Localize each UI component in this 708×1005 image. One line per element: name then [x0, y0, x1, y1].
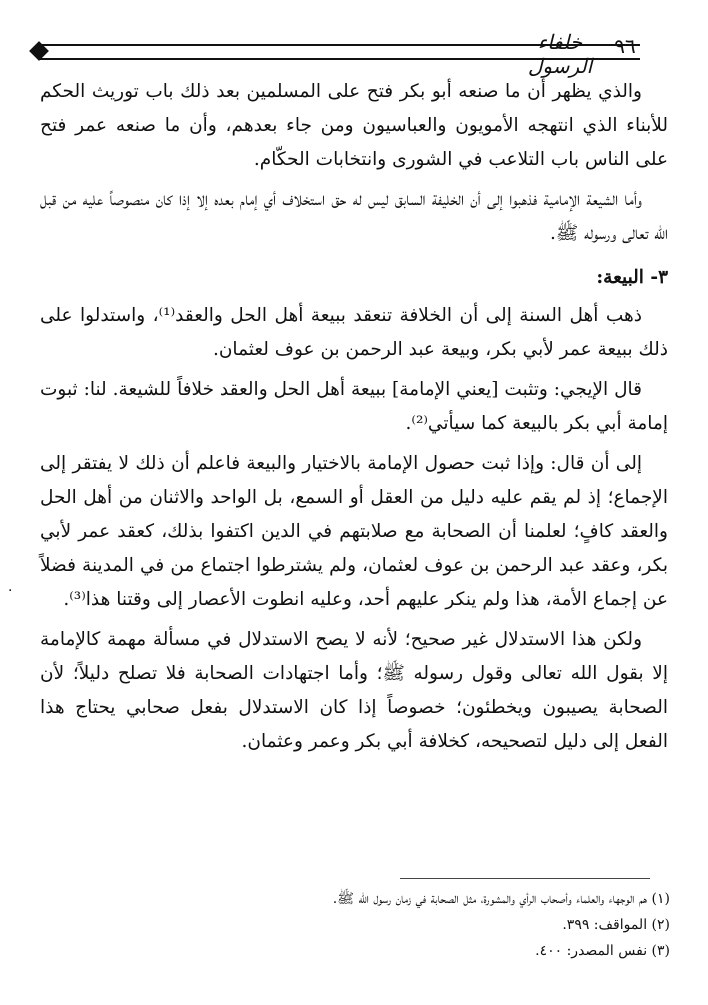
footnote-rule	[400, 878, 650, 879]
page-header	[0, 0, 708, 80]
paragraph-3: ذهب أهل السنة إلى أن الخلافة تنعقد ببيعة أهل الحل والعقد⁽¹⁾، واستدلوا على ذلك ببيعة عمر لأبي بكر، وبيعة عبد الرحمن بن عوف لعثمان.	[40, 305, 668, 360]
paragraph-5: إلى أن قال: وإذا ثبت حصول الإمامة بالاختيار والبيعة فاعلم أن ذلك لا يفتقر إلى الإجماع؛ إذ لم يقم عليه دليل من العقل أو السمع، بل الواحد والاثنان من أهل الحل والعقد كافٍ؛ لعلمنا أن الصحابة مع صلابتهم في الدين اكتفوا بذلك، كعقد عمر لأبي بكر، وعقد عبد الرحمن بن عوف لعثمان، ولم يشترطوا اجتماع من في المدينة فضلاً عن إجماع الأمة، هذا ولم ينكر عليهم أحد، وعليه انطوت الأعصار إلى وقتنا هذا⁽³⁾.	[40, 453, 668, 610]
paragraph-6: ولكن هذا الاستدلال غير صحيح؛ لأنه لا يصح الاستدلال في مسألة مهمة كالإمامة إلا بقول الله تعالى وقول رسوله ﷺ؛ وأما اجتهادات الصحابة فلا تصلح دليلاً؛ لأن الصحابة يصيبون ويخطئون؛ خصوصاً إذا كان الاستدلال بفعل صحابي يحتاج هذا الفعل إلى دليل لتصحيحه، كخلافة أبي بكر وعمر وعثمان.	[40, 629, 668, 752]
footnote-2: (٢) المواقف: ٣٩٩.	[562, 917, 670, 933]
section-heading: ٣- البيعة:	[596, 267, 668, 288]
margin-dot: ·	[8, 583, 13, 599]
page-number: ٩٦	[614, 34, 636, 58]
running-title: خلفاء الرسول	[527, 30, 593, 78]
paragraph-2: وأما الشيعة الإمامية فذهبوا إلى أن الخليفة السابق ليس له حق استخلاف أي إمام بعده إلا إذا كان منصوصاً عليه من قبل الله تعالى ورسوله ﷺ.	[40, 189, 668, 244]
footnotes	[40, 886, 670, 964]
footnote-1: (١) هم الوجهاء والعلماء وأصحاب الرأي والمشورة، مثل الصحابة في زمان رسول الله ﷺ.	[332, 891, 670, 907]
paragraph-4: قال الإيجي: وتثبت [يعني الإمامة] ببيعة أهل الحل والعقد خلافاً للشيعة. لنا: ثبوت إمامة أبي بكر بالبيعة كما سيأتي⁽²⁾.	[40, 379, 668, 434]
main-text	[40, 75, 668, 765]
footnote-3: (٣) نفس المصدر: ٤٠٠.	[535, 943, 670, 959]
paragraph-1: والذي يظهر أن ما صنعه أبو بكر فتح على المسلمين بعد ذلك باب توريث الحكم للأبناء الذي انتهجه الأمويون والعباسيون ومن جاء بعدهم، وأن ما صنعه عمر فتح على الناس باب التلاعب في الشورى وانتخابات الحكّام.	[40, 81, 668, 170]
